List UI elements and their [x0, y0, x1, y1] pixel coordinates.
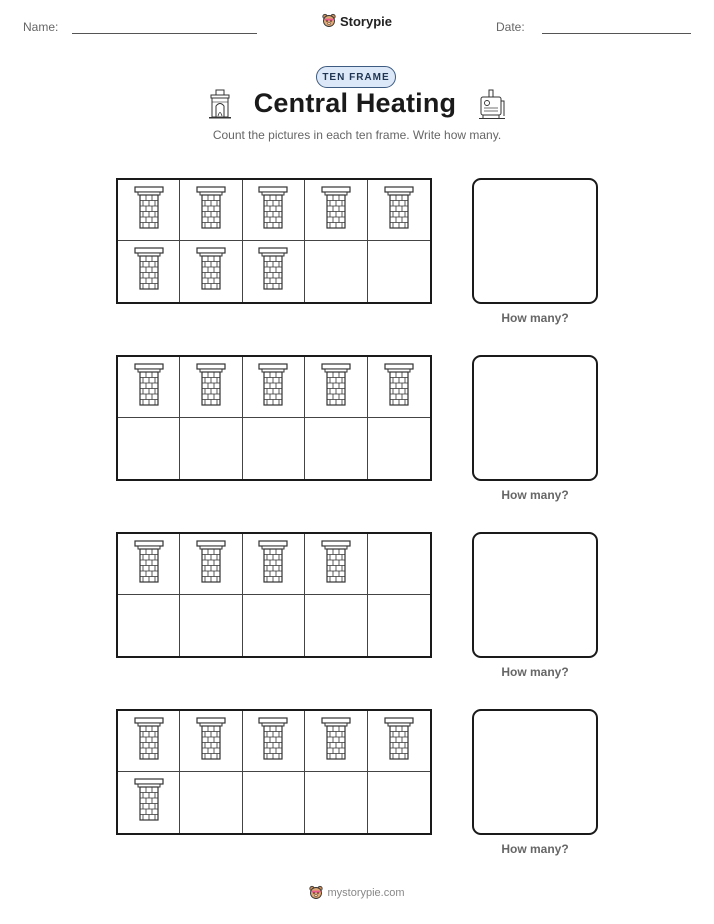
- instructions: Count the pictures in each ten frame. Write how many.: [212, 128, 502, 142]
- ten-frame-cell: [243, 418, 305, 479]
- footer: [0, 885, 714, 901]
- ten-frame-cell: [118, 595, 180, 656]
- ten-frame-cell: [368, 357, 430, 418]
- answer-box-3[interactable]: [472, 532, 598, 658]
- ten-frame-cell: [180, 357, 242, 418]
- chimney-icon: [257, 186, 289, 235]
- ten-frame-cell: [243, 180, 305, 241]
- answer-box-4[interactable]: [472, 709, 598, 835]
- chimney-icon: [133, 247, 165, 296]
- ten-frame-cell: [118, 418, 180, 479]
- answer-box-2[interactable]: [472, 355, 598, 481]
- chimney-icon: [133, 778, 165, 827]
- worksheet-type-badge: TEN FRAME: [316, 66, 396, 88]
- ten-frame-cell: [118, 534, 180, 595]
- bear-logo-icon: [309, 885, 323, 901]
- ten-frame-cell: [305, 357, 367, 418]
- ten-frame-cell: [305, 772, 367, 833]
- chimney-icon: [320, 717, 352, 766]
- chimney-icon: [320, 540, 352, 589]
- ten-frame-cell: [368, 711, 430, 772]
- ten-frame-cell: [243, 595, 305, 656]
- brand-name: Storypie: [339, 13, 392, 29]
- brand: [0, 13, 714, 29]
- chimney-icon: [133, 717, 165, 766]
- ten-frame-cell: [118, 180, 180, 241]
- chimney-icon: [257, 540, 289, 589]
- ten-frame-cell: [243, 241, 305, 302]
- ten-frame-cell: [368, 772, 430, 833]
- name-line[interactable]: [72, 33, 257, 34]
- chimney-icon: [257, 247, 289, 296]
- ten-frame-cell: [118, 711, 180, 772]
- chimney-icon: [195, 247, 227, 296]
- ten-frame-cell: [180, 772, 242, 833]
- ten-frame-cell: [243, 357, 305, 418]
- chimney-icon: [133, 363, 165, 412]
- chimney-icon: [195, 717, 227, 766]
- ten-frame-cell: [180, 418, 242, 479]
- boiler-icon: [478, 89, 506, 119]
- chimney-icon: [195, 186, 227, 235]
- ten-frame-3: [116, 532, 432, 658]
- ten-frame-cell: [305, 241, 367, 302]
- date-line[interactable]: [542, 33, 691, 34]
- chimney-icon: [133, 186, 165, 235]
- chimney-icon: [383, 717, 415, 766]
- ten-frame-cell: [368, 180, 430, 241]
- how-many-label: How many?: [501, 665, 569, 679]
- ten-frame-cell: [368, 241, 430, 302]
- chimney-icon: [195, 363, 227, 412]
- ten-frame-1: [116, 178, 432, 304]
- ten-frame-cell: [305, 418, 367, 479]
- ten-frame-cell: [118, 772, 180, 833]
- chimney-icon: [195, 540, 227, 589]
- ten-frame-cell: [243, 534, 305, 595]
- ten-frame-cell: [180, 534, 242, 595]
- ten-frame-cell: [305, 534, 367, 595]
- ten-frame-4: [116, 709, 432, 835]
- name-label: Name:: [23, 20, 59, 34]
- ten-frame-cell: [118, 241, 180, 302]
- ten-frame-cell: [305, 180, 367, 241]
- ten-frame-2: [116, 355, 432, 481]
- chimney-icon: [257, 363, 289, 412]
- fireplace-icon: [208, 89, 232, 119]
- page-title: Central Heating: [253, 88, 457, 118]
- ten-frame-cell: [180, 241, 242, 302]
- ten-frame-cell: [305, 595, 367, 656]
- ten-frame-cell: [180, 180, 242, 241]
- ten-frame-cell: [368, 595, 430, 656]
- date-label: Date:: [496, 20, 525, 34]
- chimney-icon: [133, 540, 165, 589]
- ten-frame-cell: [180, 595, 242, 656]
- ten-frame-cell: [368, 418, 430, 479]
- ten-frame-cell: [118, 357, 180, 418]
- ten-frame-cell: [180, 711, 242, 772]
- ten-frame-cell: [368, 534, 430, 595]
- how-many-label: How many?: [501, 842, 569, 856]
- ten-frame-cell: [305, 711, 367, 772]
- answer-box-1[interactable]: [472, 178, 598, 304]
- title-row: [0, 88, 714, 119]
- bear-logo-icon: [322, 13, 336, 29]
- ten-frame-cell: [243, 772, 305, 833]
- chimney-icon: [320, 186, 352, 235]
- chimney-icon: [257, 717, 289, 766]
- chimney-icon: [383, 363, 415, 412]
- chimney-icon: [320, 363, 352, 412]
- how-many-label: How many?: [501, 311, 569, 325]
- ten-frame-cell: [243, 711, 305, 772]
- chimney-icon: [383, 186, 415, 235]
- footer-url[interactable]: mystorypie.com: [327, 887, 405, 899]
- how-many-label: How many?: [501, 488, 569, 502]
